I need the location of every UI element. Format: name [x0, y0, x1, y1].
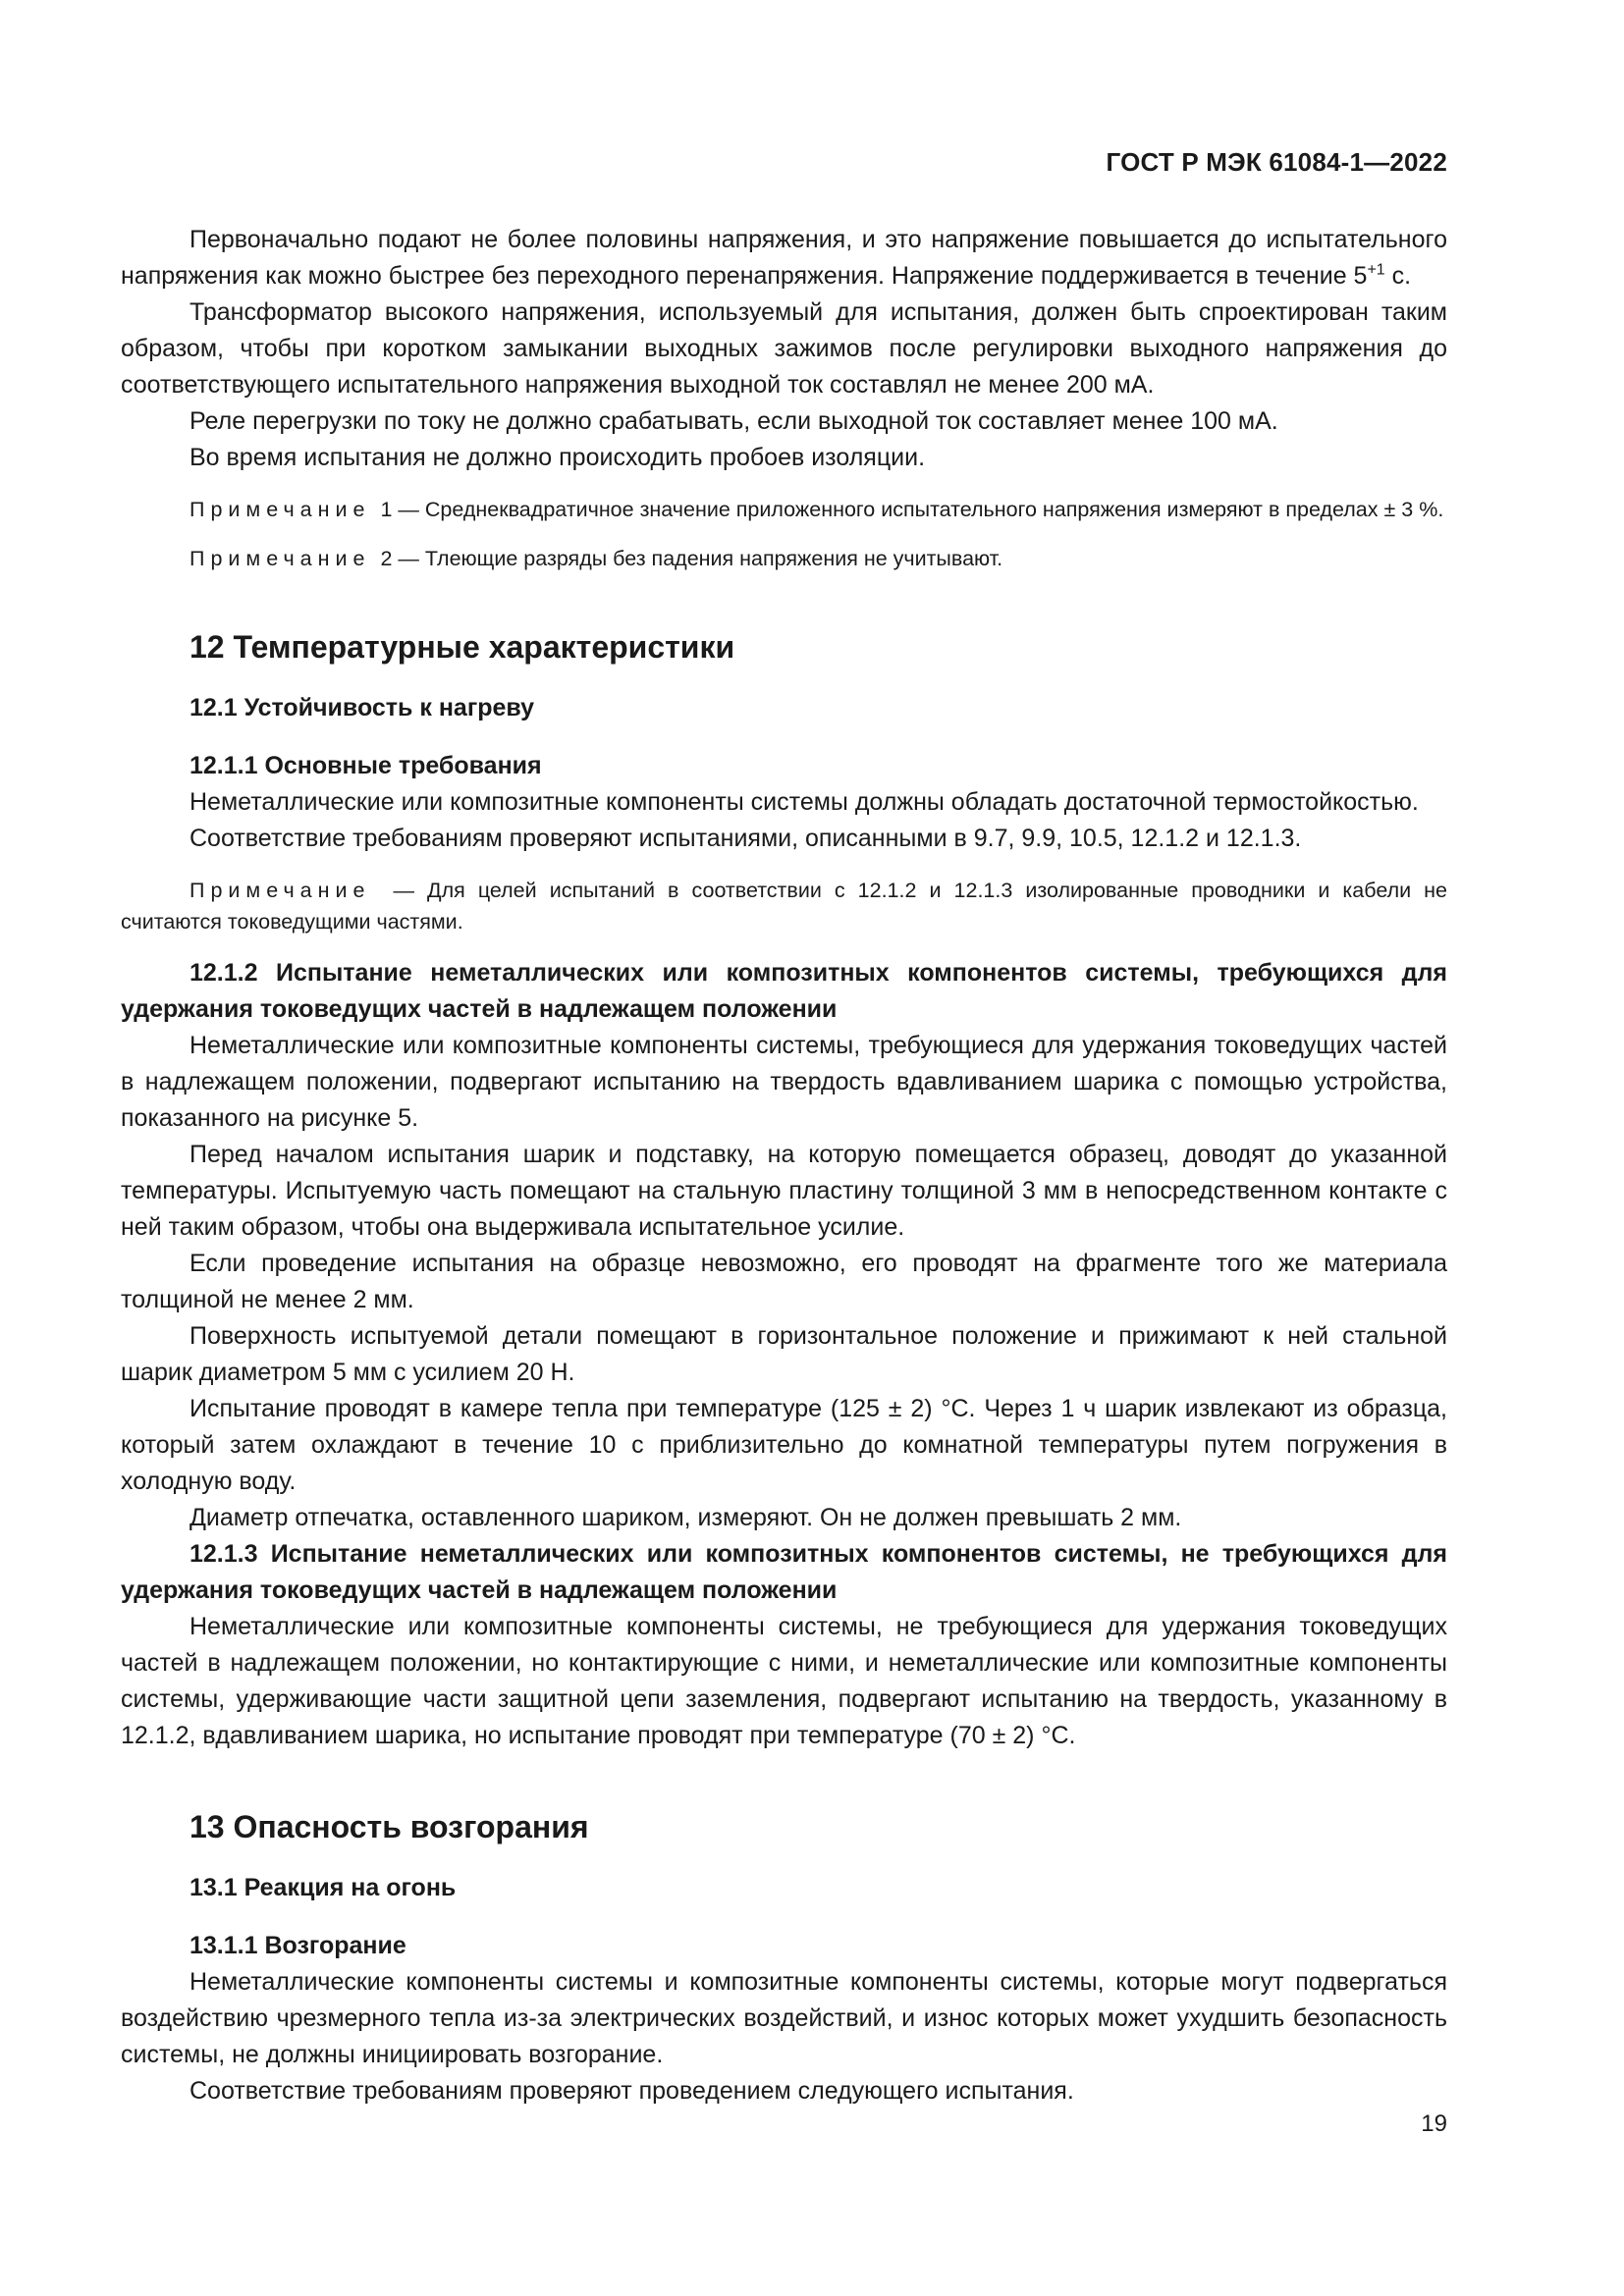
superscript: +1	[1367, 261, 1385, 279]
paragraph-12-1-2-e: Испытание проводят в камере тепла при температуре (125 ± 2) °С. Через 1 ч шарик извлекают из образца, который затем охлаждают в течение 10 с приблизительно до комнатной температуры путем погружения в холодную воду.	[121, 1395, 1447, 1495]
section-13-title: 13 Опасность возгорания	[189, 1809, 589, 1844]
paragraph-12-1-2-f: Диаметр отпечатка, оставленного шариком, измеряют. Он не должен превышать 2 мм.	[189, 1504, 1182, 1531]
note-12-1-1	[121, 875, 1447, 937]
paragraph-12-1-2-d: Поверхность испытуемой детали помещают в горизонтальное положение и прижимают к ней стальной шарик диаметром 5 мм с усилием 20 Н.	[121, 1322, 1447, 1386]
text-span: с.	[1384, 262, 1412, 290]
text-span: Первоначально подают не более половины напряжения, и это напряжение повышается до испытательного напряжения как можно быстрее без переходного перенапряжения. Напряжение поддерживается в течение 5	[121, 226, 1447, 290]
page-content	[121, 222, 1447, 2109]
paragraph-13-1-1-a: Неметаллические компоненты системы и композитные компоненты системы, которые могут подвергаться воздействию чрезмерного тепла из-за электрических воздействий, и износ которых может ухудшить безопасность системы, не должны инициировать возгорание.	[121, 1968, 1447, 2068]
paragraph-12-1-1-a: Неметаллические или композитные компоненты системы должны обладать достаточной термостойкостью.	[189, 788, 1419, 816]
note-number: 1	[380, 498, 393, 521]
paragraph-12-1-1-b: Соответствие требованиям проверяют испытаниями, описанными в 9.7, 9.9, 10.5, 12.1.2 и 12.1.3.	[189, 825, 1302, 852]
section-13-1-title: 13.1 Реакция на огонь	[189, 1874, 457, 1901]
note-text: — Среднеквадратичное значение приложенного испытательного напряжения измеряют в пределах ± 3 %.	[398, 498, 1444, 521]
note-2	[121, 543, 1447, 574]
section-12-1-3-title: 12.1.3 Испытание неметаллических или композитных компонентов системы, не требующихся для удержания токоведущих частей в надлежащем положении	[121, 1540, 1447, 1604]
paragraph-13-1-1-b: Соответствие требованиям проверяют проведением следующего испытания.	[189, 2077, 1074, 2105]
note-label: Примечание	[189, 547, 371, 570]
section-13-1-1-title: 13.1.1 Возгорание	[189, 1932, 406, 1959]
paragraph-12-1-2-a: Неметаллические или композитные компоненты системы, требующиеся для удержания токоведущих частей в надлежащем положении, подвергают испытанию на твердость вдавливанием шарика с помощью устройства, показанного на рисунке 5.	[121, 1032, 1447, 1132]
paragraph-12-1-2-b: Перед началом испытания шарик и подставку, на которую помещается образец, доводят до указанной температуры. Испытуемую часть помещают на стальную пластину толщиной 3 мм в непосредственном контакте с ней таким образом, чтобы она выдерживала испытательное усилие.	[121, 1141, 1447, 1241]
section-12-title: 12 Температурные характеристики	[189, 629, 735, 665]
paragraph-relay: Реле перегрузки по току не должно срабатывать, если выходной ток составляет менее 100 мА.	[189, 407, 1278, 435]
section-12-1-2-title: 12.1.2 Испытание неметаллических или композитных компонентов системы, требующихся для удержания токоведущих частей в надлежащем положении	[121, 959, 1447, 1023]
section-12-1-title: 12.1 Устойчивость к нагреву	[189, 694, 535, 721]
note-number: 2	[380, 547, 393, 570]
paragraph-no-breakdown: Во время испытания не должно происходить пробоев изоляции.	[189, 444, 926, 471]
section-12-1-1-title: 12.1.1 Основные требования	[189, 752, 542, 779]
paragraph-12-1-2-c: Если проведение испытания на образце невозможно, его проводят на фрагменте того же материала толщиной не менее 2 мм.	[121, 1250, 1447, 1313]
note-label: Примечание	[189, 498, 371, 521]
paragraph-12-1-3: Неметаллические или композитные компоненты системы, не требующиеся для удержания токоведущих частей в надлежащем положении, но контактирующие с ними, и неметаллические или композитные компоненты системы, удерживающие части защитной цепи заземления, подвергают испытанию на твердость, указанному в 12.1.2, вдавливанием шарика, но испытание проводят при температуре (70 ± 2) °С.	[121, 1613, 1447, 1749]
paragraph-transformer: Трансформатор высокого напряжения, используемый для испытания, должен быть спроектирован таким образом, чтобы при коротком замыкании выходных зажимов после регулировки выходного напряжения до соответствующего испытательного напряжения выходной ток составлял не менее 200 мА.	[121, 298, 1447, 399]
document-code-header: ГОСТ Р МЭК 61084-1—2022	[1106, 147, 1447, 177]
note-1	[121, 494, 1447, 525]
note-text: — Тлеющие разряды без падения напряжения не учитывают.	[398, 547, 1003, 570]
note-label: Примечание	[189, 879, 371, 902]
page-number: 19	[1421, 2110, 1447, 2137]
paragraph-voltage-application	[121, 222, 1447, 294]
note-text: — Для целей испытаний в соответствии с 12.1.2 и 12.1.3 изолированные проводники и кабели не считаются токоведущими частями.	[121, 879, 1447, 934]
